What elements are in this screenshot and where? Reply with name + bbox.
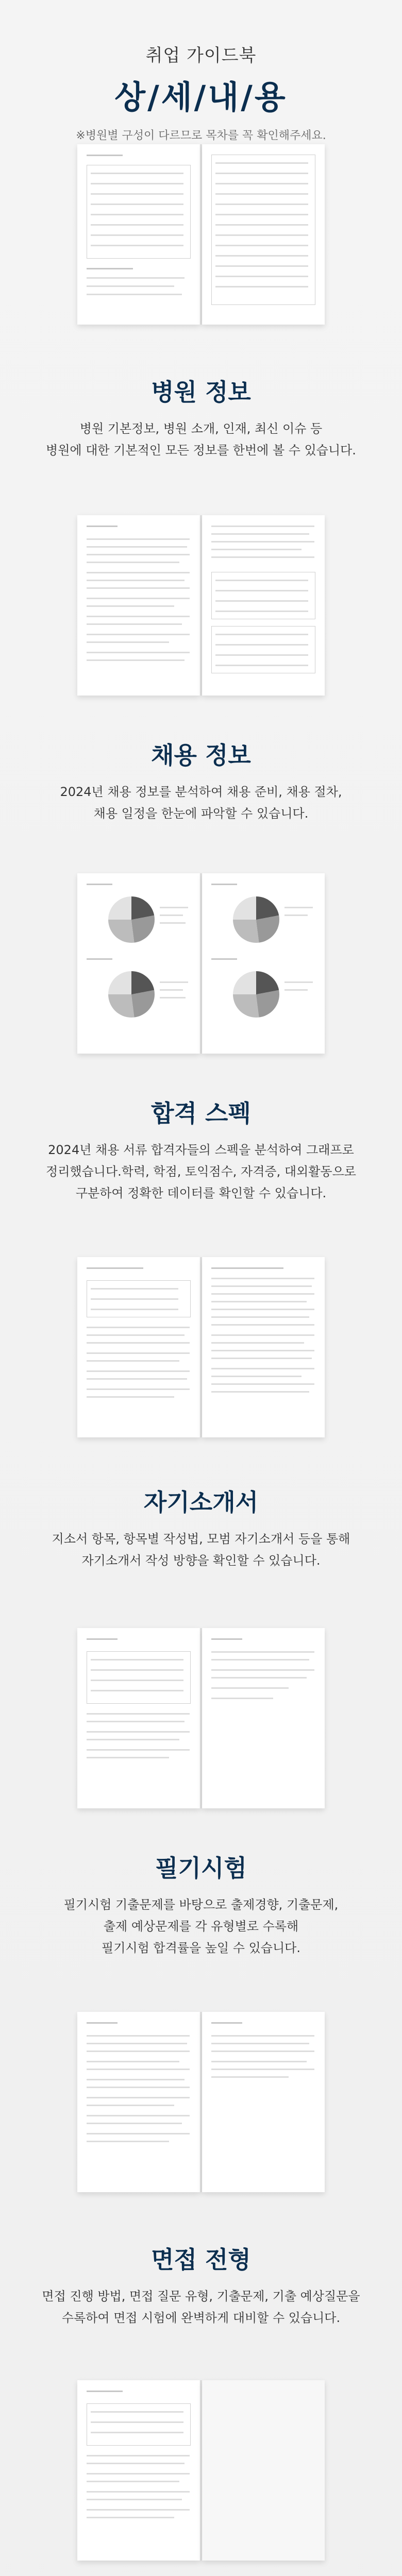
book-page-right (202, 515, 325, 696)
section-title: 채용 정보 (151, 741, 251, 769)
header-kicker: 취업 가이드북 (145, 45, 257, 66)
section-title: 병원 정보 (151, 378, 251, 406)
book-preview-recruitment (77, 515, 325, 696)
book-page-left (77, 1628, 200, 1808)
book-preview-interview (77, 2012, 325, 2192)
book-page-right (202, 2012, 325, 2192)
book-page-right (202, 873, 325, 1054)
book-page-left (77, 515, 200, 696)
contents-header (0, 41, 402, 143)
book-preview-final-review (77, 2380, 325, 2561)
section-specs (0, 1095, 402, 1204)
section-description: 지소서 항목, 항목별 작성법, 모범 자기소개서 등을 통해 자기소개서 작성 방향을 확인할 수 있습니다. (52, 1532, 350, 1568)
book-page-left (77, 2012, 200, 2192)
section-written-exam (0, 1850, 402, 1959)
section-description: 필기시험 기출문제를 바탕으로 출제경향, 기출문제, 출제 예상문제를 각 유형별로 수록해 필기시험 합격률을 높일 수 있습니다. (63, 1897, 339, 1955)
book-preview-specs (77, 873, 325, 1054)
section-title: 필기시험 (155, 1854, 247, 1882)
section-hospital-info (0, 374, 402, 461)
section-description: 2024년 채용 정보를 분석하여 채용 준비, 채용 절차, 채용 일정을 한눈에 파악할 수 있습니다. (60, 785, 342, 821)
section-description: 2024년 채용 서류 합격자들의 스펙을 분석하여 그래프로 정리했습니다.학력, 학점, 토익점수, 자격증, 대외활동으로 구분하여 정확한 데이터를 확인할 수 있습니다. (46, 1143, 356, 1200)
book-page-left (77, 2380, 200, 2561)
section-title: 자기소개서 (143, 1488, 259, 1516)
book-page-left (77, 144, 200, 325)
section-title: 면접 전형 (151, 2246, 251, 2274)
book-page-right (202, 1628, 325, 1808)
book-page-left (77, 1257, 200, 1437)
book-preview-written-exam (77, 1628, 325, 1808)
book-preview-hospital-info (77, 144, 325, 325)
section-interview (0, 2241, 402, 2329)
section-cover-letter (0, 1484, 402, 1571)
header-title: 상/세/내/용 (114, 78, 288, 116)
section-title: 합격 스펙 (151, 1099, 251, 1127)
header-note: ※병원별 구성이 다르므로 목차를 꼭 확인해주세요. (76, 129, 326, 142)
book-page-right (202, 2380, 325, 2561)
book-page-left (77, 873, 200, 1054)
book-preview-cover-letter (77, 1257, 325, 1437)
section-description: 면접 진행 방법, 면접 질문 유형, 기출문제, 기출 예상질문을 수록하여 면접 시험에 완벽하게 대비할 수 있습니다. (42, 2289, 360, 2325)
section-description: 병원 기본정보, 병원 소개, 인재, 최신 이슈 등 병원에 대한 기본적인 모든 정보를 한번에 볼 수 있습니다. (46, 421, 356, 457)
book-page-right (202, 1257, 325, 1437)
book-page-right (202, 144, 325, 325)
section-recruitment-info (0, 737, 402, 824)
